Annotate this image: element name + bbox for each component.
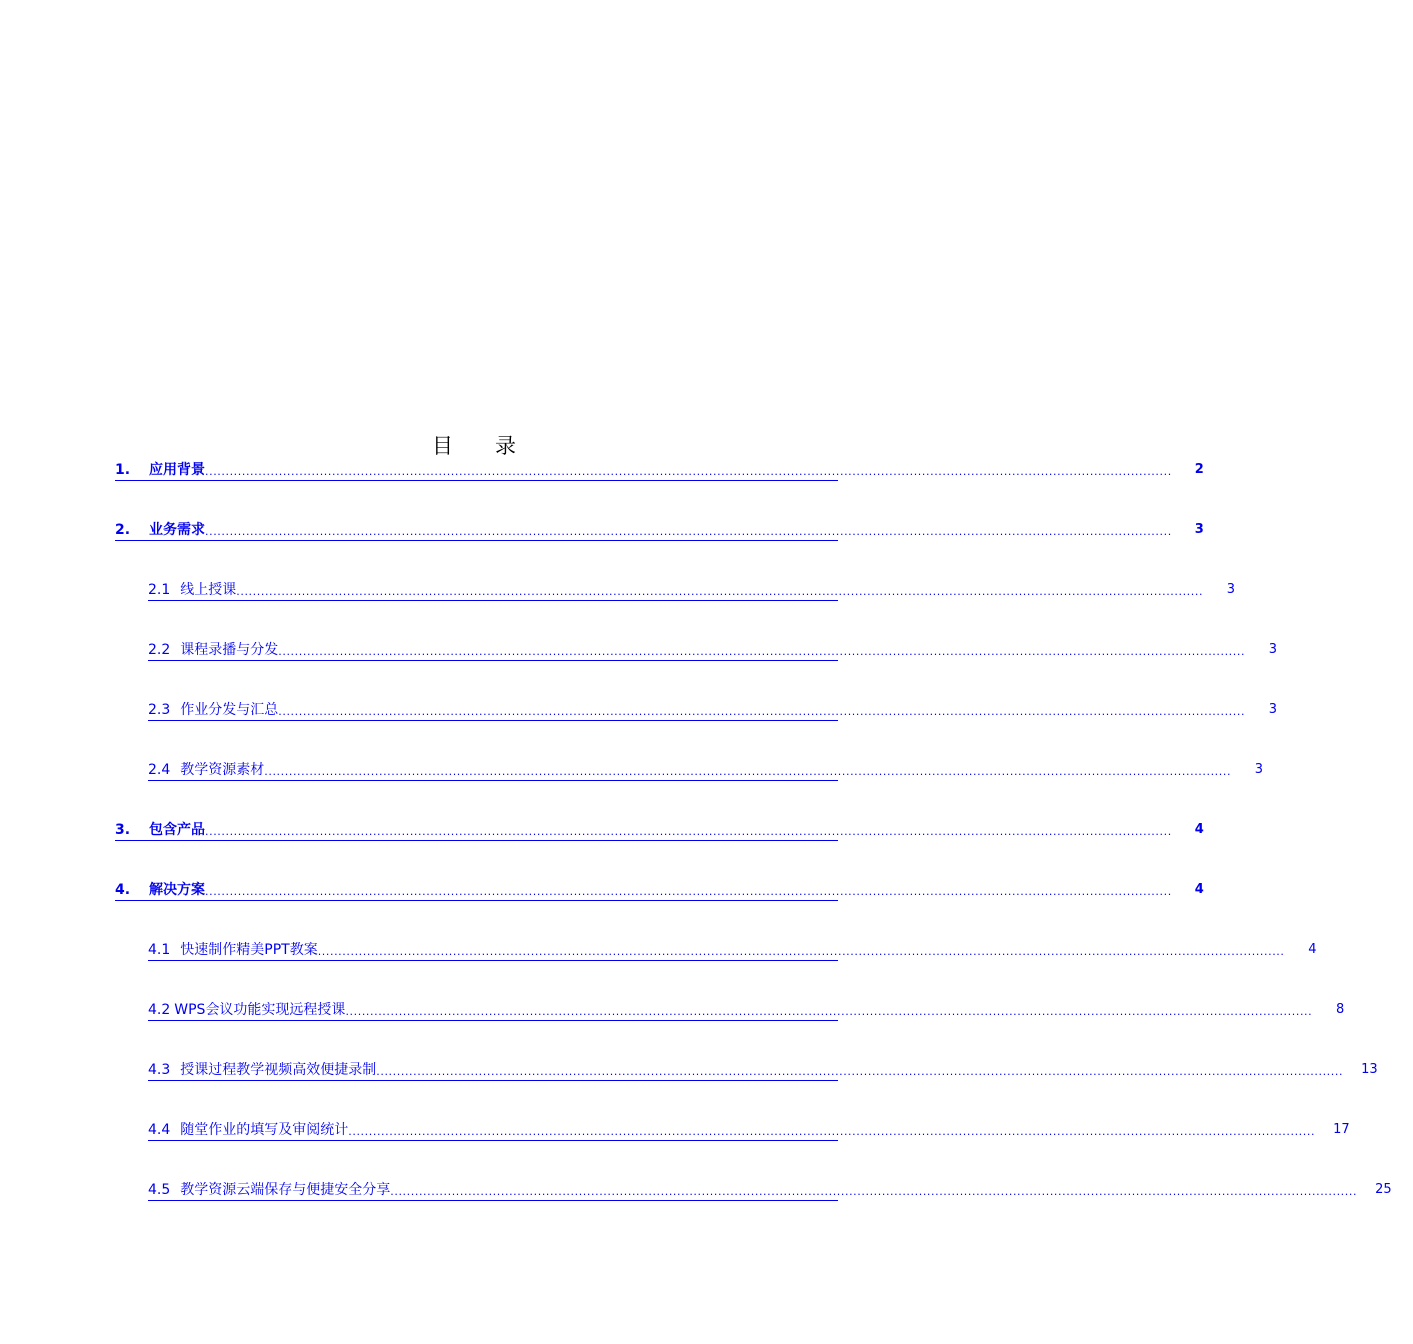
toc-entry-number: 2.1 <box>148 582 171 598</box>
toc-dot-leader: ............................................................................................................................................................................................................................................ <box>236 585 1204 598</box>
toc-entry-3[interactable] <box>115 817 1204 841</box>
toc-entry-label: 业务需求 <box>149 522 205 538</box>
toc-page-number: 4 <box>1308 942 1317 957</box>
toc-page-number: 3 <box>1254 762 1264 777</box>
toc-entry-number: 4.3 <box>148 1062 171 1078</box>
toc-title <box>0 430 950 460</box>
toc-entry-4-5[interactable] <box>148 1177 1392 1201</box>
toc-entry-2-2[interactable] <box>148 637 1278 661</box>
toc-title-part1: 目 <box>432 434 455 458</box>
toc-page-number: 8 <box>1335 1002 1345 1017</box>
toc-entry-number: 2.3 <box>148 702 171 718</box>
toc-entry-number: 4. <box>115 882 131 898</box>
toc-entry-2-3[interactable] <box>148 697 1278 721</box>
toc-entry-label: 课程录播与分发 <box>180 642 279 658</box>
toc-dot-leader: ............................................................................................................................................................................................................................................ <box>317 945 1285 958</box>
toc-entry-number: 4.2 <box>148 1002 171 1018</box>
toc-entry-label: 随堂作业的填写及审阅统计 <box>180 1122 349 1138</box>
toc-page-number: 3 <box>1268 702 1278 717</box>
toc-dot-leader: ............................................................................................................................................................................................................................................ <box>278 705 1246 718</box>
toc-dot-leader: ............................................................................................................................................................................................................................................ <box>376 1065 1344 1078</box>
toc-entry-number: 4.1 <box>148 942 171 958</box>
toc-entry-4-3[interactable] <box>148 1057 1378 1081</box>
toc-dot-leader: ............................................................................................................................................................................................................................................ <box>345 1005 1313 1018</box>
toc-page-number: 4 <box>1194 822 1204 837</box>
toc-dot-leader: ............................................................................................................................................................................................................................................ <box>205 885 1172 898</box>
toc-page-number: 3 <box>1194 522 1204 537</box>
toc-entry-number: 2.4 <box>148 762 171 778</box>
toc-entry-number: 2.2 <box>148 642 171 658</box>
toc-entry-label: 作业分发与汇总 <box>180 702 279 718</box>
toc-page-number: 2 <box>1194 462 1204 477</box>
toc-dot-leader: ............................................................................................................................................................................................................................................ <box>278 645 1246 658</box>
toc-entry-number: 4.5 <box>148 1182 171 1198</box>
toc-entry-4-2[interactable] <box>148 997 1345 1021</box>
toc-entry-label: 解决方案 <box>149 882 205 898</box>
toc-page-number: 3 <box>1226 582 1236 597</box>
toc-entry-label: 教学资源云端保存与便捷安全分享 <box>180 1182 391 1198</box>
toc-title-part2: 录 <box>495 434 518 458</box>
toc-entry-label: 包含产品 <box>149 822 205 838</box>
toc-entry-label: 教学资源素材 <box>180 762 265 778</box>
toc-entry-label: 授课过程教学视频高效便捷录制 <box>180 1062 377 1078</box>
toc-entry-1[interactable] <box>115 457 1204 481</box>
toc-page-number: 4 <box>1194 882 1204 897</box>
toc-entry-2-4[interactable] <box>148 757 1264 781</box>
toc-entry-label: 快速制作精美PPT教案 <box>180 942 318 958</box>
toc-entry-2-1[interactable] <box>148 577 1236 601</box>
toc-entry-4[interactable] <box>115 877 1204 901</box>
toc-dot-leader: ............................................................................................................................................................................................................................................ <box>348 1125 1316 1138</box>
toc-entry-label: WPS会议功能实现远程授课 <box>174 1002 346 1018</box>
toc-dot-leader: ............................................................................................................................................................................................................................................ <box>390 1185 1358 1198</box>
toc-entry-4-1[interactable] <box>148 937 1317 961</box>
toc-entry-4-4[interactable] <box>148 1117 1350 1141</box>
toc-page-number: 25 <box>1375 1182 1392 1197</box>
toc-dot-leader: ............................................................................................................................................................................................................................................ <box>205 825 1172 838</box>
toc-entry-number: 3. <box>115 822 131 838</box>
toc-entry-number: 4.4 <box>148 1122 171 1138</box>
toc-dot-leader: ............................................................................................................................................................................................................................................ <box>205 525 1172 538</box>
toc-entry-number: 1. <box>115 462 131 478</box>
toc-page-number: 3 <box>1268 642 1278 657</box>
toc-dot-leader: ............................................................................................................................................................................................................................................ <box>205 465 1172 478</box>
toc-dot-leader: ............................................................................................................................................................................................................................................ <box>264 765 1232 778</box>
toc-page-number: 17 <box>1333 1122 1350 1137</box>
toc-entry-label: 线上授课 <box>180 582 237 598</box>
toc-entry-label: 应用背景 <box>149 462 205 478</box>
toc-entry-number: 2. <box>115 522 131 538</box>
toc-page-number: 13 <box>1361 1062 1378 1077</box>
toc-entry-2[interactable] <box>115 517 1204 541</box>
